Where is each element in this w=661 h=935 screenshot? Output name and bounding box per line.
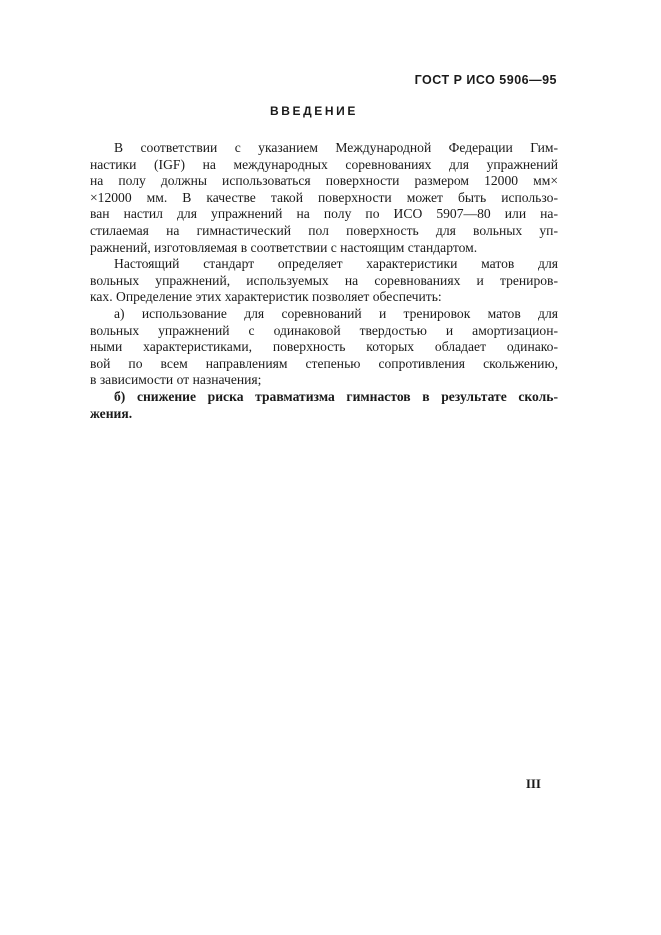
document-body: [90, 140, 558, 422]
paragraph-4: [90, 389, 558, 422]
paragraph-2: [90, 256, 558, 306]
paragraph-3: [90, 306, 558, 389]
text-line: на полу должны использоваться поверхности размером 12000 мм×: [90, 173, 558, 189]
section-title: ВВЕДЕНИЕ: [270, 104, 358, 118]
text-line: вой по всем направлениям степенью сопротивления скольжению,: [90, 355, 558, 371]
text-line: жения.: [90, 405, 133, 421]
text-line: стилаемая на гимнастический пол поверхность для вольных уп-: [90, 222, 558, 238]
text-line: В соответствии с указанием Международной Федерации Гим-: [114, 140, 558, 155]
text-line: ×12000 мм. В качестве такой поверхности может быть использо-: [90, 189, 558, 205]
text-line: в зависимости от назначения;: [90, 372, 262, 388]
text-line: а) использование для соревнований и тренировок матов для: [114, 305, 558, 321]
text-line: ными характеристиками, поверхность которых обладает одинако-: [90, 339, 558, 355]
text-line: ван настил для упражнений на полу по ИСО 5907—80 или на-: [90, 206, 558, 222]
text-line: б) снижение риска травматизма гимнастов в результате сколь-: [114, 388, 558, 404]
document-header: ГОСТ Р ИСО 5906—95: [414, 73, 557, 87]
text-line: ках. Определение этих характеристик позволяет обеспечить:: [90, 289, 442, 305]
text-line: настики (IGF) на международных соревнованиях для упражнений: [90, 156, 558, 172]
text-line: вольных упражнений с одинаковой твердостью и амортизацион-: [90, 322, 558, 338]
text-line: Настоящий стандарт определяет характеристики матов для: [114, 256, 558, 272]
text-line: ражнений, изготовляемая в соответствии с настоящим стандартом.: [90, 239, 478, 255]
paragraph-1: [90, 140, 558, 256]
text-line: вольных упражнений, используемых на соревнованиях и трениров-: [90, 272, 558, 288]
page-number: III: [525, 776, 541, 791]
